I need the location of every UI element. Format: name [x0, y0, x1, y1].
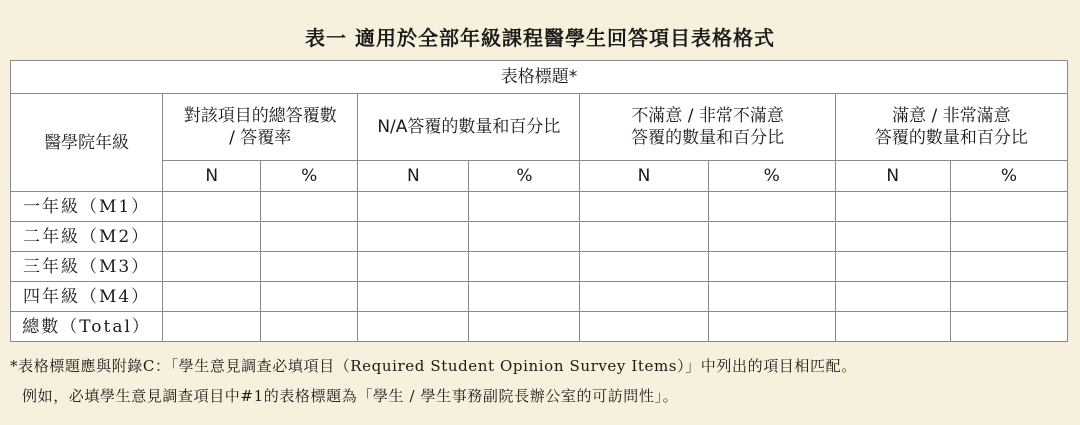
table-cell: [708, 192, 835, 222]
row-label: 一年級（M1）: [11, 192, 163, 222]
table-cell: [708, 312, 835, 342]
table-cell: [261, 192, 358, 222]
unit-n-header: N: [580, 161, 708, 192]
group-header-line: 滿意 / 非常滿意: [892, 106, 1011, 126]
row-label: 總數（Total）: [11, 312, 163, 342]
table-cell: [950, 222, 1067, 252]
table-cell: [358, 282, 469, 312]
group-header-satisfied: [835, 94, 1067, 161]
table-cell: [950, 312, 1067, 342]
table-cell: [163, 252, 261, 282]
unit-n-header: N: [835, 161, 950, 192]
table-cell: [261, 252, 358, 282]
table-cell: [708, 252, 835, 282]
group-header-total: [163, 94, 358, 161]
table-cell: [358, 252, 469, 282]
grade-column-header: 醫學院年級: [11, 94, 163, 192]
unit-pct-header: %: [261, 161, 358, 192]
table-cell: [358, 222, 469, 252]
table-cell: [950, 252, 1067, 282]
table-cell: [261, 282, 358, 312]
table-cell: [580, 192, 708, 222]
group-header-na: [358, 94, 580, 161]
table-cell: [580, 222, 708, 252]
table-caption: 表格標題*: [11, 61, 1068, 94]
group-header-line: 答覆的數量和百分比: [631, 128, 785, 148]
unit-n-header: N: [358, 161, 469, 192]
footnote-line: *表格標題應與附錄C：「學生意見調查必填項目（Required Student Opinion Survey Items）」中列出的項目相匹配。: [10, 357, 857, 375]
group-header-dissatisfied: [580, 94, 835, 161]
response-format-table: [10, 60, 1068, 342]
table-cell: [950, 192, 1067, 222]
table-row: [11, 282, 1068, 312]
unit-pct-header: %: [950, 161, 1067, 192]
unit-n-header: N: [163, 161, 261, 192]
table-cell: [580, 312, 708, 342]
table-cell: [835, 222, 950, 252]
table-cell: [708, 282, 835, 312]
table-row: [11, 192, 1068, 222]
table-cell: [163, 192, 261, 222]
table-cell: [469, 222, 580, 252]
table-cell: [950, 282, 1067, 312]
table-row: [11, 222, 1068, 252]
table-cell: [163, 312, 261, 342]
table-cell: [835, 192, 950, 222]
row-label: 四年級（M4）: [11, 282, 163, 312]
table-cell: [163, 282, 261, 312]
table-cell: [580, 252, 708, 282]
table-cell: [835, 252, 950, 282]
group-header-line: / 答覆率: [229, 128, 292, 148]
unit-pct-header: %: [469, 161, 580, 192]
table-cell: [469, 282, 580, 312]
table-cell: [358, 312, 469, 342]
table-cell: [580, 282, 708, 312]
table-cell: [708, 222, 835, 252]
row-label: 三年級（M3）: [11, 252, 163, 282]
table-row: [11, 252, 1068, 282]
table-cell: [163, 222, 261, 252]
table-cell: [261, 312, 358, 342]
footnote-line: 例如，必填學生意見調查項目中#1的表格標題為「學生 / 學生事務副院長辦公室的可訪問性」。: [22, 387, 679, 405]
table-cell: [469, 252, 580, 282]
group-header-line: 不滿意 / 非常不滿意: [631, 106, 784, 126]
table-cell: [358, 192, 469, 222]
group-header-line: 對該項目的總答覆數: [183, 106, 337, 126]
table-cell: [469, 192, 580, 222]
group-header-line: N/A答覆的數量和百分比: [377, 117, 561, 137]
table-cell: [835, 312, 950, 342]
unit-pct-header: %: [708, 161, 835, 192]
document-title: 表一 適用於全部年級課程醫學生回答項目表格格式: [305, 26, 775, 50]
table-cell: [469, 312, 580, 342]
group-header-line: 答覆的數量和百分比: [874, 128, 1028, 148]
table-cell: [261, 222, 358, 252]
table-cell: [835, 282, 950, 312]
row-label: 二年級（M2）: [11, 222, 163, 252]
table-row: [11, 312, 1068, 342]
